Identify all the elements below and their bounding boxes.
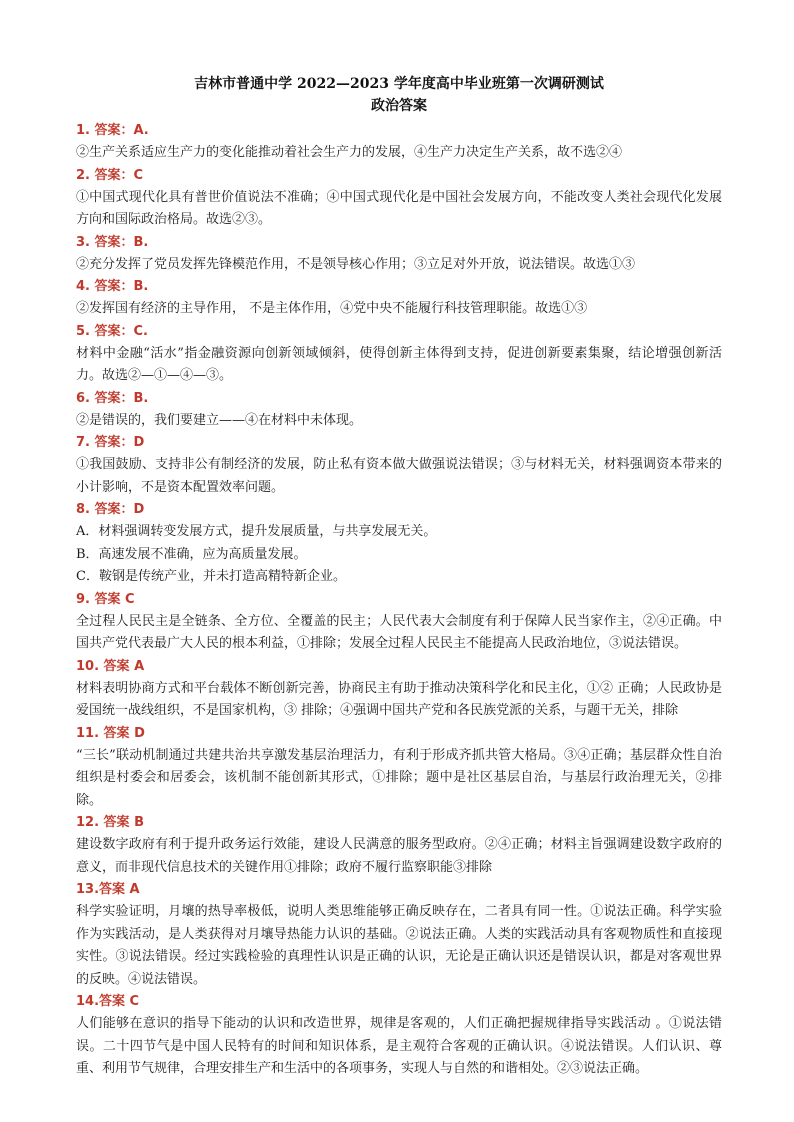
question-10	[76, 656, 722, 723]
document-title: 吉林市普通中学 2022—2023 学年度高中毕业班第一次调研测试	[194, 76, 604, 92]
question-11	[76, 723, 722, 813]
explanation-option-c: C．鞍钢是传统产业，并未打造高精特新企业。	[76, 569, 346, 584]
question-9	[76, 589, 722, 656]
answer-label: 3. 答案：B.	[76, 234, 149, 250]
explanation: ②充分发挥了党员发挥先锋模范作用，不是领导核心作用；③立足对外开放，说法错误。故选①③	[76, 256, 636, 272]
answer-sheet	[76, 74, 722, 1081]
question-5	[76, 321, 722, 388]
explanation: 科学实验证明，月壤的热导率极低，说明人类思维能够正确反映存在，二者具有同一性。①说法正确。科学实验作为实践活动，是人类获得对月壤导热能力认识的基础。②说法正确。人类的实践活动具有客观物质性和直接现实性。③说法错误。经过实践检验的真理性认识是正确的认识，无论是正确认识还是错误认识，都是对客观世界的反映。④说法错误。	[76, 904, 722, 987]
question-14	[76, 991, 722, 1081]
explanation: 材料表明协商方式和平台载体不断创新完善，协商民主有助于推动决策科学化和民主化，①② 正确；人民政协是爱国统一战线组织，不是国家机构，③ 排除；④强调中国共产党和各民族党派的关系，与题干无关，排除	[76, 680, 722, 718]
question-2	[76, 165, 722, 232]
explanation: 人们能够在意识的指导下能动的认识和改造世界，规律是客观的，人们正确把握规律指导实践活动 。①说法错误。二十四节气是中国人民特有的时间和知识体系，是主观符合客观的正确认识。④说法错误。人们认识、尊重、利用节气规律，合理安排生产和生活中的各项事务，实现人与自然的和谐相处。②③说法正确。	[76, 1016, 722, 1076]
question-4	[76, 276, 722, 321]
answer-label: 1. 答案：A.	[76, 123, 149, 138]
answer-label: 2. 答案：C	[76, 167, 144, 183]
answer-label: 4. 答案：B.	[76, 279, 149, 294]
question-12	[76, 812, 722, 879]
explanation: 建设数字政府有利于提升政务运行效能，建设人民满意的服务型政府。②④正确；材料主旨强调建设数字政府的意义，而非现代信息技术的关键作用①排除；政府不履行监察职能③排除	[76, 837, 722, 875]
answer-label: 10. 答案 A	[76, 658, 145, 674]
answer-label: 11. 答案 D	[76, 725, 145, 741]
question-13	[76, 879, 722, 991]
question-7	[76, 432, 722, 499]
explanation: ②生产关系适应生产力的变化能推动着社会生产力的发展，④生产力决定生产关系，故不选②④	[76, 145, 623, 160]
explanation: “三长”联动机制通过共建共治共享激发基层治理活力，有利于形成齐抓共管大格局。③④正确；基层群众性自治组织是村委会和居委会，该机制不能创新其形式，①排除；题中是社区基层自治，与基层行政治理无关，②排除。	[76, 747, 722, 808]
answer-label: 7. 答案：D	[76, 435, 145, 450]
question-8	[76, 499, 722, 589]
answer-label: 13.答案 A	[76, 882, 140, 897]
answer-label: 8. 答案：D	[76, 502, 145, 517]
answer-label: 14.答案 C	[76, 994, 140, 1009]
explanation: 材料中金融“活水”指金融资源向创新领域倾斜，使得创新主体得到支持，促进创新要素集聚，结论增强创新活力。故选②—①—④—③。	[76, 345, 722, 383]
answer-label: 6. 答案：B.	[76, 390, 149, 406]
explanation-option-b: B．高速发展不准确，应为高质量发展。	[76, 546, 307, 562]
document-subtitle: 政治答案	[371, 98, 427, 114]
question-1	[76, 120, 722, 165]
explanation-option-a: A．材料强调转变发展方式，提升发展质量，与共享发展无关。	[76, 524, 437, 539]
answer-label: 12. 答案 B	[76, 815, 144, 830]
explanation: 全过程人民民主是全链条、全方位、全覆盖的民主；人民代表大会制度有利于保障人民当家作主，②④正确。中国共产党代表最广大人民的根本利益，①排除；发展全过程人民民主不能提高人民政治地位，③说法错误。	[76, 613, 722, 651]
explanation: ①我国鼓励、支持非公有制经济的发展，防止私有资本做大做强说法错误；③与材料无关，材料强调资本带来的小计影响，不是资本配置效率问题。	[76, 457, 722, 495]
explanation: ①中国式现代化具有普世价值说法不准确；④中国式现代化是中国社会发展方向，不能改变人类社会现代化发展方向和国际政治格局。故选②③。	[76, 189, 722, 227]
question-6	[76, 388, 722, 433]
answer-label: 5. 答案：C.	[76, 323, 148, 339]
explanation: ②是错误的，我们要建立——④在材料中未体现。	[76, 412, 363, 428]
question-3	[76, 232, 722, 277]
answer-label: 9. 答案 C	[76, 591, 135, 607]
explanation: ②发挥国有经济的主导作用， 不是主体作用，④党中央不能履行科技管理职能。故选①③	[76, 301, 588, 316]
